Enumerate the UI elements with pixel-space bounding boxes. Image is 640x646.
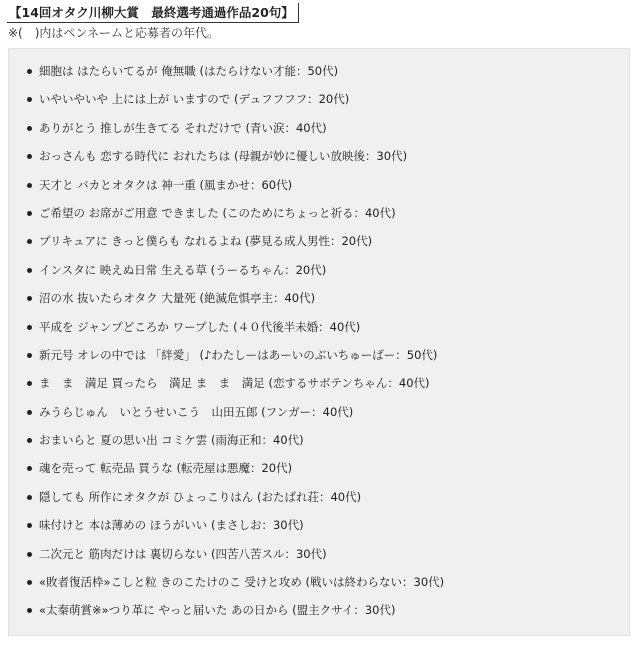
entry-text: 二次元と 筋肉だけは 裏切らない (四苦八苦スル：30代): [39, 546, 327, 561]
entry-text: ありがとう 推しが生きてる それだけで (青い涙：40代): [39, 120, 327, 135]
bullet-icon: [27, 438, 32, 443]
entry-text: 細胞は はたらいてるが 俺無職 (はたらけない才能：50代): [39, 64, 339, 78]
bullet-icon: [27, 410, 32, 415]
bullet-icon: [27, 268, 32, 273]
list-item: [27, 61, 629, 89]
entry-text: プリキュアに きっと僕らも なれるよね (夢見る成人男性：20代): [39, 234, 373, 249]
list-item: [27, 487, 629, 515]
entry-text: おまいらと 夏の思い出 コミケ雲 (雨海正和：40代): [39, 433, 304, 448]
list-item: [27, 288, 629, 316]
bullet-icon: [27, 552, 32, 557]
list-item: [27, 317, 629, 345]
bullet-icon: [27, 381, 32, 386]
bullet-icon: [27, 495, 32, 500]
entry-text: ご希望の お席がご用意 できました (このためにちょっと祈る：40代): [39, 205, 396, 220]
bullet-icon: [27, 580, 32, 585]
entry-text: 隠しても 所作にオタクが ひょっこりはん (おたばれ荘：40代): [39, 489, 362, 504]
entry-text: «太秦萌賞※»つり革に やっと届いた あの日から (盟主クサイ：30代): [39, 603, 396, 618]
bullet-icon: [27, 183, 32, 188]
entry-text: 味付けと 本は薄めの ほうがいい (まさしお：30代): [39, 518, 304, 533]
page-title: 【14回オタク川柳大賞 最終選考通過作品20句】: [7, 3, 299, 23]
senryu-list-box: [8, 48, 630, 636]
entry-text: 新元号 オレの中では 「絆愛」 (♪わたしーはあーいのぶいちゅーばー：50代): [39, 347, 438, 362]
list-item: [27, 146, 629, 174]
entry-text: インスタに 映えぬ日常 生える草 (うーるちゃん：20代): [39, 262, 327, 277]
bullet-icon: [27, 97, 32, 102]
bullet-icon: [27, 154, 32, 159]
entry-text: いやいやいや 上には上が いますので (デュフフフフ：20代): [39, 92, 350, 107]
entry-text: みうらじゅん いとうせいこう 山田五郎 (フンガー：40代): [39, 404, 354, 419]
bullet-icon: [27, 608, 32, 613]
list-item: [27, 118, 629, 146]
entry-text: おっさんも 恋する時代に おれたちは (母親が妙に優しい放映後：30代): [39, 149, 408, 164]
pen-name-note: ※( )内はペンネームと応募者の年代。: [8, 26, 220, 40]
list-item: [27, 89, 629, 117]
entry-text: 魂を売って 転売品 買うな (転売屋は悪魔：20代): [39, 461, 293, 476]
bullet-icon: [27, 466, 32, 471]
entry-text: 天才と バカとオタクは 神一重 (風まかせ：60代): [39, 177, 293, 192]
list-item: [27, 600, 629, 628]
list-item: [27, 515, 629, 543]
list-item: [27, 572, 629, 600]
bullet-icon: [27, 353, 32, 358]
list-item: [27, 175, 629, 203]
entry-text: 沼の水 抜いたらオタク 大量死 (絶滅危惧亭主：40代): [39, 291, 316, 306]
bullet-icon: [27, 211, 32, 216]
list-item: [27, 544, 629, 572]
bullet-icon: [27, 325, 32, 330]
list-item: [27, 345, 629, 373]
list-item: [27, 260, 629, 288]
entry-text: 平成を ジャンプどころか ワープした (４０代後半未婚：40代): [39, 319, 361, 334]
list-item: [27, 203, 629, 231]
list-item: [27, 231, 629, 259]
bullet-icon: [27, 126, 32, 131]
list-item: [27, 458, 629, 486]
entry-text: «敗者復活枠»こしと粒 きのこたけのこ 受けと攻め (戦いは終わらない：30代): [39, 575, 445, 590]
entry-text: ま ま 満足 買ったら 満足 ま ま 満足 (恋するサボテンちゃん：40代): [39, 376, 430, 391]
list-item: [27, 430, 629, 458]
list-item: [27, 373, 629, 401]
bullet-icon: [27, 523, 32, 528]
bullet-icon: [27, 296, 32, 301]
list-item: [27, 402, 629, 430]
bullet-icon: [27, 239, 32, 244]
bullet-icon: [27, 69, 32, 74]
senryu-list: [9, 49, 629, 629]
